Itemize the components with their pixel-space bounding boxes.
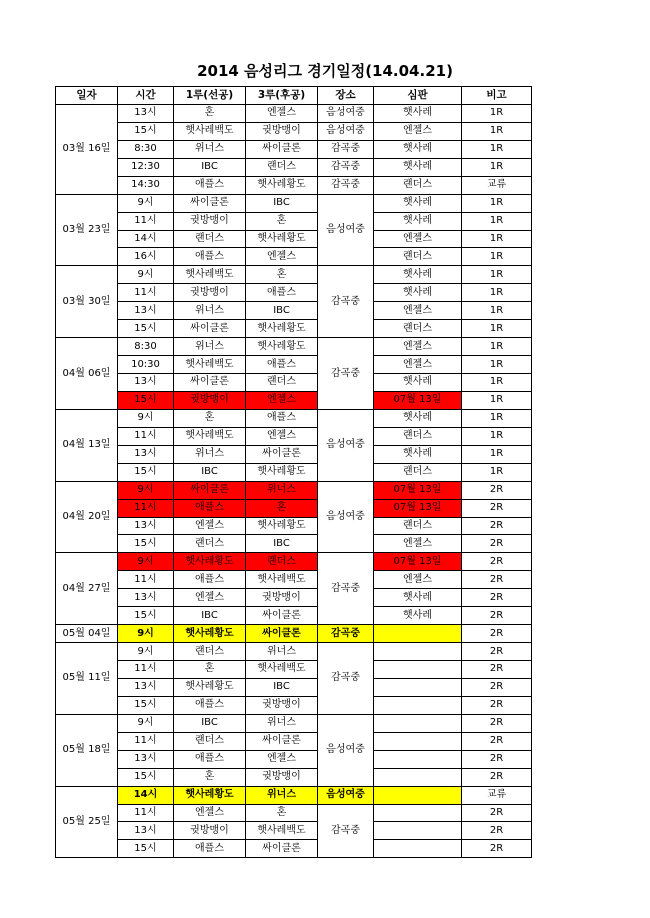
note-cell: 1R bbox=[462, 140, 532, 158]
note-cell: 1R bbox=[462, 302, 532, 320]
third-base-team-cell: 싸이클론 bbox=[246, 732, 318, 750]
umpire-cell: 07월 13일 bbox=[374, 499, 462, 517]
umpire-cell: 엔젤스 bbox=[374, 356, 462, 374]
note-cell: 1R bbox=[462, 409, 532, 427]
header-time: 시간 bbox=[118, 87, 174, 105]
note-cell: 2R bbox=[462, 535, 532, 553]
umpire-cell bbox=[374, 768, 462, 786]
venue-cell: 감곡중 bbox=[318, 338, 374, 410]
third-base-team-cell: 햇사레황도 bbox=[246, 230, 318, 248]
time-cell: 15시 bbox=[118, 535, 174, 553]
umpire-cell: 햇사레 bbox=[374, 158, 462, 176]
note-cell: 2R bbox=[462, 643, 532, 661]
third-base-team-cell: IBC bbox=[246, 678, 318, 696]
schedule-row bbox=[56, 643, 532, 661]
time-cell: 13시 bbox=[118, 302, 174, 320]
first-base-team-cell: 귓방맹이 bbox=[174, 284, 246, 302]
note-cell: 1R bbox=[462, 356, 532, 374]
umpire-cell: 07월 13일 bbox=[374, 391, 462, 409]
third-base-team-cell: 랜더스 bbox=[246, 553, 318, 571]
schedule-row bbox=[56, 714, 532, 732]
date-cell: 04월 13일 bbox=[56, 409, 118, 481]
umpire-cell: 햇사레 bbox=[374, 104, 462, 122]
schedule-row bbox=[56, 391, 532, 409]
note-cell: 1R bbox=[462, 122, 532, 140]
time-cell: 15시 bbox=[118, 122, 174, 140]
header-umpire: 심판 bbox=[374, 87, 462, 105]
first-base-team-cell: 랜더스 bbox=[174, 230, 246, 248]
first-base-team-cell: 애플스 bbox=[174, 571, 246, 589]
schedule-row bbox=[56, 481, 532, 499]
schedule-row bbox=[56, 374, 532, 392]
time-cell: 10:30 bbox=[118, 356, 174, 374]
schedule-row bbox=[56, 696, 532, 714]
third-base-team-cell: 햇사레백도 bbox=[246, 822, 318, 840]
first-base-team-cell: 햇사레백도 bbox=[174, 266, 246, 284]
note-cell: 2R bbox=[462, 589, 532, 607]
note-cell: 1R bbox=[462, 463, 532, 481]
time-cell: 11시 bbox=[118, 661, 174, 679]
time-cell: 13시 bbox=[118, 750, 174, 768]
schedule-row bbox=[56, 463, 532, 481]
note-cell: 1R bbox=[462, 158, 532, 176]
umpire-cell bbox=[374, 732, 462, 750]
note-cell: 1R bbox=[462, 374, 532, 392]
first-base-team-cell: IBC bbox=[174, 714, 246, 732]
first-base-team-cell: 귓방맹이 bbox=[174, 212, 246, 230]
schedule-header bbox=[56, 87, 532, 105]
note-cell: 2R bbox=[462, 714, 532, 732]
venue-cell: 감곡중 bbox=[318, 553, 374, 625]
third-base-team-cell: 엔젤스 bbox=[246, 391, 318, 409]
schedule-row bbox=[56, 535, 532, 553]
umpire-cell bbox=[374, 714, 462, 732]
umpire-cell: 랜더스 bbox=[374, 427, 462, 445]
schedule-row bbox=[56, 194, 532, 212]
note-cell: 1R bbox=[462, 320, 532, 338]
schedule-row bbox=[56, 517, 532, 535]
umpire-cell: 엔젤스 bbox=[374, 338, 462, 356]
first-base-team-cell: 랜더스 bbox=[174, 643, 246, 661]
note-cell: 2R bbox=[462, 517, 532, 535]
third-base-team-cell: 랜더스 bbox=[246, 158, 318, 176]
schedule-row bbox=[56, 104, 532, 122]
umpire-cell: 햇사레 bbox=[374, 194, 462, 212]
note-cell: 1R bbox=[462, 194, 532, 212]
third-base-team-cell: 귓방맹이 bbox=[246, 589, 318, 607]
schedule-row bbox=[56, 140, 532, 158]
first-base-team-cell: IBC bbox=[174, 158, 246, 176]
umpire-cell: 엔젤스 bbox=[374, 535, 462, 553]
schedule-row bbox=[56, 840, 532, 858]
third-base-team-cell: 귓방맹이 bbox=[246, 768, 318, 786]
first-base-team-cell: 햇사레황도 bbox=[174, 553, 246, 571]
third-base-team-cell: 위너스 bbox=[246, 643, 318, 661]
schedule-row bbox=[56, 607, 532, 625]
note-cell: 2R bbox=[462, 661, 532, 679]
schedule-row bbox=[56, 553, 532, 571]
note-cell: 2R bbox=[462, 804, 532, 822]
note-cell: 2R bbox=[462, 750, 532, 768]
time-cell: 14시 bbox=[118, 230, 174, 248]
schedule-row bbox=[56, 338, 532, 356]
venue-cell: 음성여중 bbox=[318, 104, 374, 122]
note-cell: 1R bbox=[462, 338, 532, 356]
third-base-team-cell: 혼 bbox=[246, 212, 318, 230]
note-cell: 1R bbox=[462, 266, 532, 284]
third-base-team-cell: 엔젤스 bbox=[246, 104, 318, 122]
note-cell: 1R bbox=[462, 445, 532, 463]
schedule-row bbox=[56, 122, 532, 140]
schedule-row bbox=[56, 804, 532, 822]
time-cell: 15시 bbox=[118, 768, 174, 786]
third-base-team-cell: 싸이클론 bbox=[246, 607, 318, 625]
header-first-base: 1루(선공) bbox=[174, 87, 246, 105]
umpire-cell: 랜더스 bbox=[374, 320, 462, 338]
umpire-cell bbox=[374, 696, 462, 714]
time-cell: 11시 bbox=[118, 571, 174, 589]
time-cell: 13시 bbox=[118, 589, 174, 607]
note-cell: 1R bbox=[462, 248, 532, 266]
time-cell: 8:30 bbox=[118, 140, 174, 158]
first-base-team-cell: 혼 bbox=[174, 104, 246, 122]
note-cell: 2R bbox=[462, 571, 532, 589]
schedule-row bbox=[56, 427, 532, 445]
umpire-cell: 햇사레 bbox=[374, 607, 462, 625]
third-base-team-cell: 위너스 bbox=[246, 786, 318, 804]
schedule-row bbox=[56, 822, 532, 840]
umpire-cell: 엔젤스 bbox=[374, 122, 462, 140]
first-base-team-cell: 햇사레백도 bbox=[174, 427, 246, 445]
first-base-team-cell: 애플스 bbox=[174, 750, 246, 768]
umpire-cell: 07월 13일 bbox=[374, 553, 462, 571]
note-cell: 1R bbox=[462, 230, 532, 248]
schedule-body bbox=[56, 104, 532, 857]
time-cell: 15시 bbox=[118, 696, 174, 714]
umpire-cell bbox=[374, 822, 462, 840]
venue-cell: 감곡중 bbox=[318, 804, 374, 858]
schedule-row bbox=[56, 248, 532, 266]
third-base-team-cell: 엔젤스 bbox=[246, 750, 318, 768]
note-cell: 1R bbox=[462, 427, 532, 445]
umpire-cell: 엔젤스 bbox=[374, 302, 462, 320]
umpire-cell bbox=[374, 625, 462, 643]
first-base-team-cell: 애플스 bbox=[174, 840, 246, 858]
note-cell: 2R bbox=[462, 481, 532, 499]
time-cell: 13시 bbox=[118, 374, 174, 392]
umpire-cell: 랜더스 bbox=[374, 176, 462, 194]
third-base-team-cell: 싸이클론 bbox=[246, 625, 318, 643]
umpire-cell: 07월 13일 bbox=[374, 481, 462, 499]
third-base-team-cell: 애플스 bbox=[246, 284, 318, 302]
date-cell: 03월 30일 bbox=[56, 266, 118, 338]
venue-cell: 음성여중 bbox=[318, 481, 374, 553]
venue-cell: 감곡중 bbox=[318, 643, 374, 715]
time-cell: 11시 bbox=[118, 499, 174, 517]
umpire-cell: 햇사레 bbox=[374, 266, 462, 284]
time-cell: 11시 bbox=[118, 284, 174, 302]
header-third-base: 3루(후공) bbox=[246, 87, 318, 105]
third-base-team-cell: 혼 bbox=[246, 499, 318, 517]
umpire-cell bbox=[374, 786, 462, 804]
time-cell: 14시 bbox=[118, 786, 174, 804]
time-cell: 14:30 bbox=[118, 176, 174, 194]
umpire-cell bbox=[374, 643, 462, 661]
umpire-cell bbox=[374, 661, 462, 679]
umpire-cell: 엔젤스 bbox=[374, 230, 462, 248]
date-cell: 03월 16일 bbox=[56, 104, 118, 194]
note-cell: 2R bbox=[462, 822, 532, 840]
first-base-team-cell: 엔젤스 bbox=[174, 804, 246, 822]
first-base-team-cell: 애플스 bbox=[174, 176, 246, 194]
schedule-row bbox=[56, 409, 532, 427]
schedule-row bbox=[56, 212, 532, 230]
schedule-table bbox=[55, 86, 532, 858]
schedule-row bbox=[56, 158, 532, 176]
time-cell: 9시 bbox=[118, 714, 174, 732]
note-cell: 2R bbox=[462, 768, 532, 786]
time-cell: 9시 bbox=[118, 643, 174, 661]
umpire-cell: 랜더스 bbox=[374, 248, 462, 266]
schedule-row bbox=[56, 320, 532, 338]
note-cell: 2R bbox=[462, 732, 532, 750]
venue-cell: 음성여중 bbox=[318, 194, 374, 266]
time-cell: 8:30 bbox=[118, 338, 174, 356]
time-cell: 11시 bbox=[118, 732, 174, 750]
schedule-row bbox=[56, 571, 532, 589]
first-base-team-cell: 귓방맹이 bbox=[174, 391, 246, 409]
date-cell: 04월 06일 bbox=[56, 338, 118, 410]
venue-cell: 감곡중 bbox=[318, 266, 374, 338]
first-base-team-cell: 햇사레백도 bbox=[174, 356, 246, 374]
note-cell: 2R bbox=[462, 553, 532, 571]
time-cell: 15시 bbox=[118, 463, 174, 481]
schedule-row bbox=[56, 768, 532, 786]
first-base-team-cell: 햇사레황도 bbox=[174, 625, 246, 643]
umpire-cell bbox=[374, 750, 462, 768]
time-cell: 9시 bbox=[118, 266, 174, 284]
time-cell: 15시 bbox=[118, 320, 174, 338]
third-base-team-cell: 햇사레황도 bbox=[246, 338, 318, 356]
time-cell: 9시 bbox=[118, 481, 174, 499]
time-cell: 9시 bbox=[118, 553, 174, 571]
third-base-team-cell: 혼 bbox=[246, 266, 318, 284]
schedule-row bbox=[56, 625, 532, 643]
first-base-team-cell: IBC bbox=[174, 463, 246, 481]
umpire-cell: 햇사레 bbox=[374, 140, 462, 158]
schedule-row bbox=[56, 284, 532, 302]
third-base-team-cell: 애플스 bbox=[246, 356, 318, 374]
first-base-team-cell: 애플스 bbox=[174, 248, 246, 266]
venue-cell: 감곡중 bbox=[318, 140, 374, 158]
venue-cell: 감곡중 bbox=[318, 158, 374, 176]
time-cell: 9시 bbox=[118, 409, 174, 427]
time-cell: 15시 bbox=[118, 840, 174, 858]
venue-cell: 음성여중 bbox=[318, 714, 374, 786]
header-note: 비고 bbox=[462, 87, 532, 105]
first-base-team-cell: 위너스 bbox=[174, 445, 246, 463]
umpire-cell: 햇사레 bbox=[374, 445, 462, 463]
time-cell: 9시 bbox=[118, 625, 174, 643]
date-cell: 04월 27일 bbox=[56, 553, 118, 625]
third-base-team-cell: 햇사레백도 bbox=[246, 571, 318, 589]
header-row bbox=[56, 87, 532, 105]
third-base-team-cell: 햇사레황도 bbox=[246, 463, 318, 481]
venue-cell: 음성여중 bbox=[318, 409, 374, 481]
umpire-cell: 햇사레 bbox=[374, 212, 462, 230]
third-base-team-cell: 귓방맹이 bbox=[246, 696, 318, 714]
time-cell: 13시 bbox=[118, 445, 174, 463]
first-base-team-cell: 위너스 bbox=[174, 140, 246, 158]
note-cell: 2R bbox=[462, 499, 532, 517]
time-cell: 15시 bbox=[118, 391, 174, 409]
third-base-team-cell: 햇사레황도 bbox=[246, 176, 318, 194]
schedule-row bbox=[56, 302, 532, 320]
first-base-team-cell: 엔젤스 bbox=[174, 589, 246, 607]
first-base-team-cell: 혼 bbox=[174, 768, 246, 786]
note-cell: 1R bbox=[462, 212, 532, 230]
document-title: 2014 음성리그 경기일정(14.04.21) bbox=[197, 62, 453, 80]
note-cell: 2R bbox=[462, 696, 532, 714]
schedule-row bbox=[56, 750, 532, 768]
note-cell: 2R bbox=[462, 840, 532, 858]
first-base-team-cell: 랜더스 bbox=[174, 535, 246, 553]
first-base-team-cell: 위너스 bbox=[174, 338, 246, 356]
date-cell: 04월 20일 bbox=[56, 481, 118, 553]
third-base-team-cell: 랜더스 bbox=[246, 374, 318, 392]
umpire-cell: 햇사레 bbox=[374, 374, 462, 392]
time-cell: 11시 bbox=[118, 804, 174, 822]
note-cell: 1R bbox=[462, 284, 532, 302]
first-base-team-cell: 혼 bbox=[174, 661, 246, 679]
venue-cell: 음성여중 bbox=[318, 786, 374, 804]
venue-cell: 감곡중 bbox=[318, 176, 374, 194]
first-base-team-cell: 혼 bbox=[174, 409, 246, 427]
time-cell: 11시 bbox=[118, 427, 174, 445]
venue-cell: 감곡중 bbox=[318, 625, 374, 643]
first-base-team-cell: 랜더스 bbox=[174, 732, 246, 750]
schedule-row bbox=[56, 732, 532, 750]
schedule-row bbox=[56, 266, 532, 284]
note-cell: 교류 bbox=[462, 176, 532, 194]
third-base-team-cell: IBC bbox=[246, 194, 318, 212]
first-base-team-cell: 싸이클론 bbox=[174, 374, 246, 392]
umpire-cell: 랜더스 bbox=[374, 463, 462, 481]
first-base-team-cell: 햇사레황도 bbox=[174, 786, 246, 804]
note-cell: 2R bbox=[462, 678, 532, 696]
time-cell: 13시 bbox=[118, 104, 174, 122]
umpire-cell: 엔젤스 bbox=[374, 571, 462, 589]
header-date: 일자 bbox=[56, 87, 118, 105]
first-base-team-cell: 싸이클론 bbox=[174, 320, 246, 338]
first-base-team-cell: 위너스 bbox=[174, 302, 246, 320]
first-base-team-cell: 싸이클론 bbox=[174, 194, 246, 212]
third-base-team-cell: 엔젤스 bbox=[246, 427, 318, 445]
third-base-team-cell: 위너스 bbox=[246, 481, 318, 499]
schedule-row bbox=[56, 786, 532, 804]
time-cell: 13시 bbox=[118, 678, 174, 696]
date-cell: 05월 04일 bbox=[56, 625, 118, 643]
note-cell: 2R bbox=[462, 625, 532, 643]
third-base-team-cell: 혼 bbox=[246, 804, 318, 822]
time-cell: 9시 bbox=[118, 194, 174, 212]
time-cell: 11시 bbox=[118, 212, 174, 230]
time-cell: 13시 bbox=[118, 822, 174, 840]
third-base-team-cell: 싸이클론 bbox=[246, 140, 318, 158]
schedule-row bbox=[56, 589, 532, 607]
date-cell: 05월 11일 bbox=[56, 643, 118, 715]
umpire-cell: 햇사레 bbox=[374, 409, 462, 427]
note-cell: 교류 bbox=[462, 786, 532, 804]
umpire-cell: 햇사레 bbox=[374, 284, 462, 302]
time-cell: 13시 bbox=[118, 517, 174, 535]
date-cell: 03월 23일 bbox=[56, 194, 118, 266]
schedule-row bbox=[56, 499, 532, 517]
third-base-team-cell: 햇사레황도 bbox=[246, 320, 318, 338]
first-base-team-cell: 애플스 bbox=[174, 696, 246, 714]
schedule-row bbox=[56, 356, 532, 374]
umpire-cell bbox=[374, 804, 462, 822]
third-base-team-cell: 싸이클론 bbox=[246, 840, 318, 858]
first-base-team-cell: 엔젤스 bbox=[174, 517, 246, 535]
third-base-team-cell: 싸이클론 bbox=[246, 445, 318, 463]
note-cell: 2R bbox=[462, 607, 532, 625]
third-base-team-cell: 애플스 bbox=[246, 409, 318, 427]
first-base-team-cell: 귓방맹이 bbox=[174, 822, 246, 840]
third-base-team-cell: IBC bbox=[246, 535, 318, 553]
schedule-row bbox=[56, 230, 532, 248]
schedule-row bbox=[56, 661, 532, 679]
first-base-team-cell: 애플스 bbox=[174, 499, 246, 517]
schedule-row bbox=[56, 176, 532, 194]
third-base-team-cell: 엔젤스 bbox=[246, 248, 318, 266]
umpire-cell: 햇사레 bbox=[374, 589, 462, 607]
third-base-team-cell: 귓방맹이 bbox=[246, 122, 318, 140]
third-base-team-cell: 위너스 bbox=[246, 714, 318, 732]
umpire-cell bbox=[374, 840, 462, 858]
schedule-row bbox=[56, 678, 532, 696]
first-base-team-cell: 햇사레백도 bbox=[174, 122, 246, 140]
time-cell: 15시 bbox=[118, 607, 174, 625]
third-base-team-cell: 햇사레백도 bbox=[246, 661, 318, 679]
umpire-cell bbox=[374, 678, 462, 696]
date-cell: 05월 18일 bbox=[56, 714, 118, 786]
time-cell: 12:30 bbox=[118, 158, 174, 176]
first-base-team-cell: 싸이클론 bbox=[174, 481, 246, 499]
schedule-row bbox=[56, 445, 532, 463]
time-cell: 16시 bbox=[118, 248, 174, 266]
note-cell: 1R bbox=[462, 104, 532, 122]
third-base-team-cell: 햇사레황도 bbox=[246, 517, 318, 535]
header-venue: 장소 bbox=[318, 87, 374, 105]
third-base-team-cell: IBC bbox=[246, 302, 318, 320]
date-cell: 05월 25일 bbox=[56, 786, 118, 858]
first-base-team-cell: IBC bbox=[174, 607, 246, 625]
venue-cell: 음성여중 bbox=[318, 122, 374, 140]
umpire-cell: 랜더스 bbox=[374, 517, 462, 535]
note-cell: 1R bbox=[462, 391, 532, 409]
first-base-team-cell: 햇사레황도 bbox=[174, 678, 246, 696]
